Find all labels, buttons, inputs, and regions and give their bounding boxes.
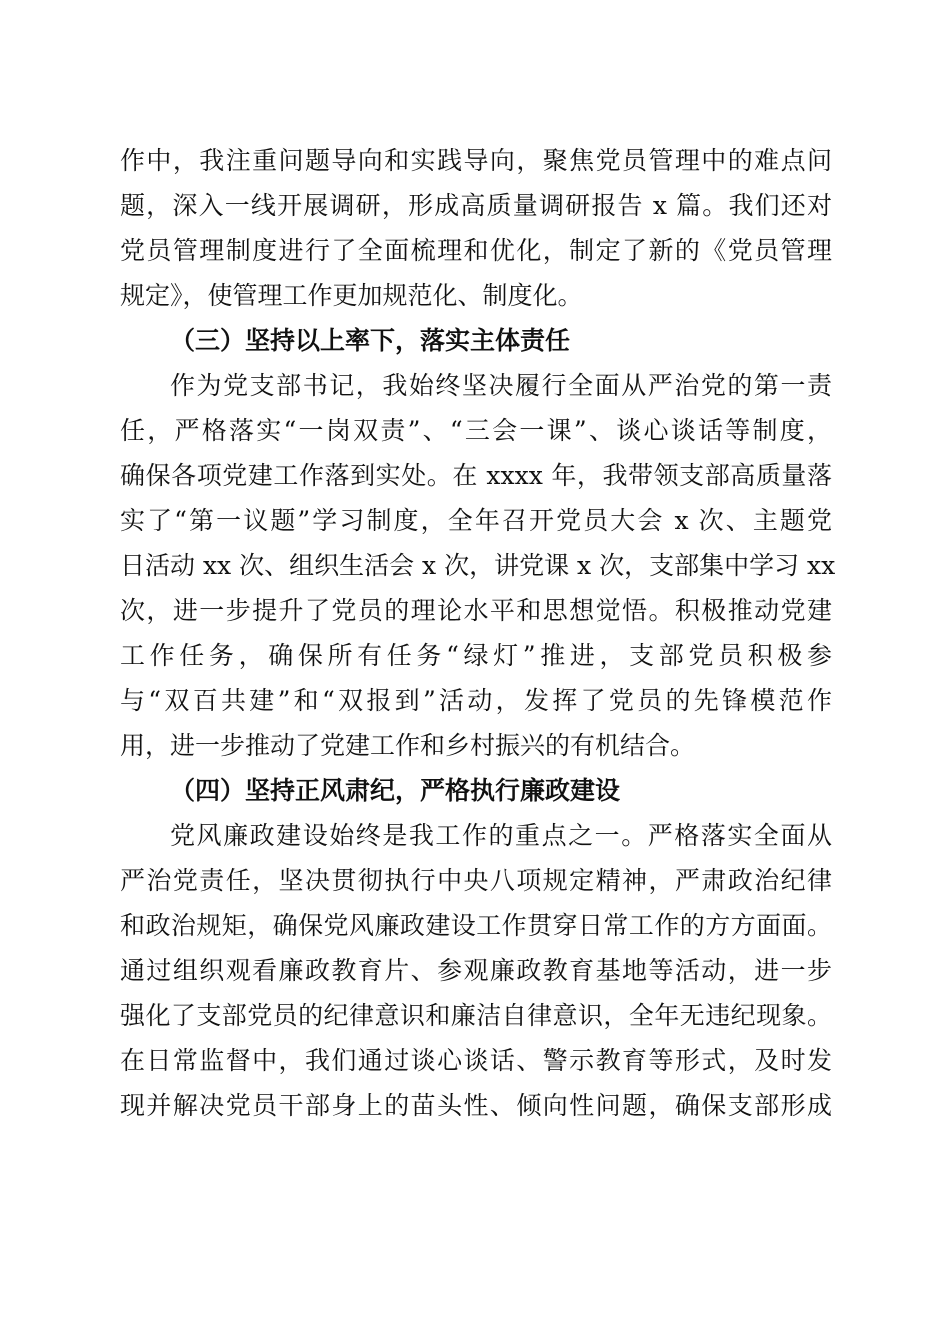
text-line: 通过组织观看廉政教育片、参观廉政教育基地等活动，进一步 [120,956,832,985]
text-line: 严治党责任，坚决贯彻执行中央八项规定精神，严肃政治纪律 [120,866,832,895]
text-line: 在日常监督中，我们通过谈心谈话、警示教育等形式，及时发 [120,1046,832,1075]
text-line: 党员管理制度进行了全面梳理和优化，制定了新的《党员管理 [120,236,832,265]
text-line: 现并解决党员干部身上的苗头性、倾向性问题，确保支部形成 [120,1091,832,1120]
text-line: 工作任务，确保所有任务“绿灯”推进，支部党员积极参 [120,641,832,670]
text-line: 实了“第一议题”学习制度，全年召开党员大会 x 次、主题党 [120,506,832,535]
text-line: 次，进一步提升了党员的理论水平和思想觉悟。积极推动党建 [120,596,832,625]
text-line: 与“双百共建”和“双报到”活动，发挥了党员的先锋模范作 [120,686,832,715]
text-line: 作中，我注重问题导向和实践导向，聚焦党员管理中的难点问 [120,146,832,175]
text-line: 党风廉政建设始终是我工作的重点之一。严格落实全面从 [170,821,832,850]
text-line: 题，深入一线开展调研，形成高质量调研报告 x 篇。我们还对 [120,191,832,220]
text-line: 和政治规矩，确保党风廉政建设工作贯穿日常工作的方方面面。 [120,911,832,940]
section-heading-4: （四）坚持正风肃纪，严格执行廉政建设 [170,776,621,805]
section-heading-3: （三）坚持以上率下，落实主体责任 [170,326,571,355]
text-line: 日活动 xx 次、组织生活会 x 次，讲党课 x 次，支部集中学习 xx [120,551,836,580]
text-line: 用，进一步推动了党建工作和乡村振兴的有机结合。 [120,731,696,760]
text-line: 任，严格落实“一岗双责”、“三会一课”、谈心谈话等制度， [120,416,832,445]
text-line: 作为党支部书记，我始终坚决履行全面从严治党的第一责 [170,371,832,400]
text-line: 强化了支部党员的纪律意识和廉洁自律意识，全年无违纪现象。 [120,1001,832,1030]
text-line: 确保各项党建工作落到实处。在 xxxx 年，我带领支部高质量落 [120,461,832,490]
text-line: 规定》，使管理工作更加规范化、制度化。 [120,281,583,310]
